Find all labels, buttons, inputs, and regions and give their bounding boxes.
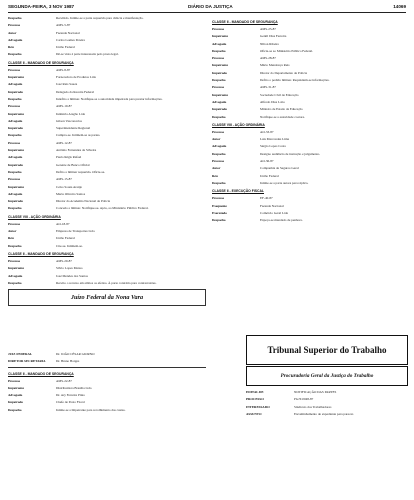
entry-key: Réu [8,236,14,241]
entry-key: Despacho [8,169,22,174]
entry-value: AMS-20-87 [56,258,72,263]
entry-key: Advogado [8,155,23,160]
entry-key: Autor [212,166,221,171]
entry-row [8,266,206,270]
entry-row [8,45,206,49]
entry-value: Gerente de Banco Oficial [56,162,90,167]
entry-row [8,206,206,210]
entry-value: AMS-15-87 [56,177,72,182]
left-column [8,16,206,310]
entry-key: Impetrado [212,107,228,112]
entry-row [212,196,408,200]
entry-key: Impetrante [212,63,228,68]
entry-row [8,163,206,167]
entry-key: Despacho [8,280,22,285]
entry-value: União Federal [56,236,75,241]
entry-key: Réu [212,173,218,178]
entry-row [8,408,206,412]
entry-row [8,400,206,404]
entry-key: Advogado [8,191,23,196]
entry-row [8,97,206,101]
entry-key: Despacho [8,52,22,57]
entry-key: Impetrante [8,148,24,153]
entry-row [212,211,408,215]
entry-value: Indefiro a liminar. Notifique-se a autoridade impetrada para prestar informações. [56,96,163,101]
entry-row [212,27,408,31]
entry-row [8,229,206,233]
left-lower-entries [8,379,206,412]
entry-key: EDITAL DE [246,390,264,394]
entry-value: EF-40-87 [260,196,273,201]
entry-row [212,174,408,178]
entry-value: PGJT-0048-87 [294,397,314,402]
entry-key: Advogado [8,118,23,123]
entry-key: Processo [8,104,21,109]
entry-value: Celso Souza Araújo [56,184,83,189]
entry-row [212,107,408,111]
entry-key: Despacho [8,16,22,20]
entry-key: Processo [8,221,21,226]
entry-row [8,31,206,35]
entry-row [8,133,206,137]
entry-row [212,49,408,53]
entry-value: Companhia de Seguros Geral [260,166,299,171]
entry-row [246,412,406,416]
entry-value: Dr. JOÃO CÉSAR GIORNO [56,352,95,356]
entry-row [8,104,206,108]
entry-value: Designo audiência de instrução e julgamento. [260,151,321,156]
entry-key: DIRETOR SECRETARIA [8,359,46,364]
left-entries-mid [8,68,206,211]
entry-key: Despacho [8,96,22,101]
entry-value: Fazenda Nacional [56,30,80,35]
entry-row [8,386,206,390]
entry-row [212,166,408,170]
entry-row [246,390,406,394]
left-entries-top [8,16,206,57]
entry-key: Impetrante [8,111,24,116]
entry-value: Silvio Lopes Manso [56,266,83,271]
entry-value: AMS-25-87 [260,27,276,31]
entry-value: Intime-se a Impetrante para recolhimento das custas. [56,407,126,412]
entry-row [8,23,206,27]
entry-key: Processo [8,140,21,145]
entry-value: Cumpra-se. Intimem-se as partes. [56,133,101,138]
entry-value: Expeça-se mandado de penhora. [260,218,303,223]
entry-value: AMS-31-87 [260,85,276,90]
entry-key: Advogado [8,393,23,398]
entry-value: União Federal [260,173,279,178]
entry-key: Advogado [212,99,227,104]
entry-value: AO-18-87 [56,221,70,226]
entry-key: Advogado [8,37,23,42]
entry-row [8,393,206,397]
header-date: SEGUNDA-FEIRA, 3 NOV 1987 [8,4,75,9]
entry-key: Despacho [212,180,226,185]
entry-key: Impetrante [8,385,24,390]
entry-value: Diretor da Academia Nacional de Polícia [56,199,111,204]
entry-value: José Reis Souza [56,82,78,87]
entry-key: Despacho [212,114,226,119]
entry-key: Réu [8,45,14,50]
entry-key: Despacho [8,407,22,412]
entry-row [8,75,206,79]
entry-row [212,93,408,97]
entry-value: Antônio Fernandes da Silveira [56,148,97,153]
entry-key: Despacho [212,78,226,83]
entry-value: Dê-se vista à parte interessada pelo prazo legal. [56,52,119,57]
entry-value: AMS-28-87 [260,56,276,61]
entry-key: PROCESSO [246,397,264,402]
entry-value: Ministro de Estado da Educação [260,107,303,112]
entry-row [8,352,206,356]
entry-row [8,68,206,72]
entry-key: Advogado [8,82,23,87]
entry-row [212,63,408,67]
entry-row [212,144,408,148]
entry-row [212,181,408,185]
entry-value: AMS-8-87 [56,67,71,72]
entry-row [8,82,206,86]
entry-key: Despacho [8,206,22,211]
entry-key: Processo [8,177,21,182]
right-entries-mid [212,130,408,185]
entry-row [212,78,408,82]
entry-value: Defiro a liminar requerida. Oficie-se. [56,169,106,174]
left-lower-section-title: CLASSE II - MANDADO DE SEGURANÇA [8,371,74,376]
entry-value: Dr. Ary Ferreira Pinto [56,393,85,398]
entry-key: Advogado [212,41,227,46]
entry-key: Autor [8,229,17,234]
entry-value: AMS-10-87 [56,104,72,109]
entry-key: Despacho [212,48,226,53]
entry-value: Indústria Aragão Ltda [56,111,85,116]
entry-key: INTERESSADO [246,404,270,409]
entry-row [8,148,206,152]
entry-value: Notifique-se a autoridade coatora. [260,114,305,119]
entry-value: Sindicato dos Trabalhadores [294,404,332,409]
entry-value: Fornecedora de Produtos Ltda [56,75,96,80]
entry-row [212,152,408,156]
entry-row [8,379,206,383]
left-section-2: CLASSE VIII - AÇÃO ORDINÁRIA [8,214,61,219]
left-lower-meta [8,352,206,364]
entry-row [8,119,206,123]
entry-key: Impetrado [8,199,24,204]
entry-key: JUIZ FEDERAL [8,352,33,356]
entry-row [8,281,206,285]
entry-key: Executado [212,210,227,215]
entry-row [212,56,408,60]
entry-row [8,359,206,363]
entry-row [8,90,206,94]
entry-value: Empresa de Transportes Ltda [56,229,95,234]
left-entries-low [8,222,206,248]
right-entries-low [212,196,408,222]
entry-row [212,71,408,75]
entry-row [8,52,206,56]
left-section-3: CLASSE II - MANDADO DE SEGURANÇA [8,251,74,256]
entry-key: Processo [212,85,225,90]
entry-key: Processo [8,258,21,263]
entry-row [8,236,206,240]
entry-row [8,38,206,42]
entry-row [8,222,206,226]
entry-key: Processo [212,27,225,31]
right-section-low: CLASSE II - EXECUÇÃO FISCAL [212,189,264,194]
entry-row [8,112,206,116]
entry-row [8,126,206,130]
entry-value: Concedo a liminar. Notifique-se. Após, ao Ministério Público Federal. [56,206,149,211]
header-publication: DIÁRIO DA JUSTIÇA [188,4,233,9]
entry-key: Processo [212,129,225,134]
entry-value: AMS-12-87 [56,140,72,145]
right-bottom-entries [246,390,406,419]
entry-key: Impetrado [8,126,24,131]
procuradoria-title-box: Procuradoria Geral da Justiça do Trabalho [246,366,408,386]
entry-value: Chefe de Posto Fiscal [56,400,85,405]
entry-value: Sérgio Lopes Costa [260,144,286,149]
entry-row [212,100,408,104]
entry-row [8,274,206,278]
entry-value: Encaminhamento de expediente para parecer. [294,411,354,416]
entry-row [212,34,408,38]
entry-row [8,177,206,181]
entry-key: Impetrante [212,92,228,97]
entry-key: Impetrante [8,184,24,189]
entry-value: Comércio Geral Ltda [260,210,289,215]
entry-value: Gentil Dias Ferreira [260,34,287,39]
entry-key: Despacho [8,243,22,248]
entry-row [212,159,408,163]
entry-value: AMS-22-87 [56,378,72,383]
entry-key: Impetrante [8,75,24,80]
entry-row [8,199,206,203]
entry-row [212,85,408,89]
divider [8,367,206,368]
entry-row [212,115,408,119]
entry-value: Oficie-se ao Ministério Público Federal. [260,48,314,53]
entry-value: Defiro o pedido liminar. Requisitem-se informações. [260,78,330,83]
entry-value: Intime-se a parte autora para réplica. [260,180,309,185]
entry-row [8,141,206,145]
entry-value: Distribuidora Brasília Ltda [56,385,92,390]
entry-key: Processo [8,67,21,72]
entry-row [8,170,206,174]
entry-key: Impetrado [8,89,24,94]
entry-value: Maria Oliveira Santos [56,191,86,196]
entry-value: AO-36-87 [260,159,274,164]
entry-value: Nilton Ribeiro [260,41,280,46]
left-lower-section [8,352,206,415]
right-entries-top [212,27,408,119]
entry-value: Recebido. Intime-se a parte requerida para ciência e manifestação. [56,16,144,20]
entry-value: AMS-5-87 [56,23,71,28]
entry-value: Carlos Gomes Pereira [56,37,85,42]
entry-value: Sociedade Civil de Educação [260,92,299,97]
entry-key: Impetrado [8,162,24,167]
entry-value: AO-33-87 [260,129,274,134]
entry-value: Dr. Bruno Borges [56,359,80,364]
entry-row [8,259,206,263]
entry-row [212,42,408,46]
entry-key: Autor [8,30,17,35]
entry-key: Impetrado [8,400,24,405]
entry-value: NOTIFICAÇÃO DAS PARTES [294,390,337,394]
entry-value: Delegado da Receita Federal [56,89,94,94]
entry-key: Advogado [212,144,227,149]
entry-value: Alfredo Dias Lobo [260,99,285,104]
entry-value: Recebo o recurso em ambos os efeitos. À parte contrária para contrarrazões. [56,280,157,285]
entry-key: Impetrante [212,34,228,39]
entry-key: Autor [212,137,221,142]
entry-value: Paulo Régis Rafael [56,155,82,160]
entry-row [8,185,206,189]
entry-value: Diretor do Departamento de Polícia [260,70,308,75]
left-section-1: CLASSE II - MANDADO DE SEGURANÇA [8,60,74,65]
header-page-number: 14069 [393,4,406,9]
right-column [212,16,408,225]
entry-row [212,130,408,134]
entry-key: Advogado [8,273,23,278]
entry-value: Fazenda Nacional [260,203,284,208]
entry-row [8,192,206,196]
entry-value: Luis Marcondes Lima [260,137,290,142]
entry-key: Exequente [212,203,227,208]
entry-row [8,16,206,20]
entry-key: Processo [8,378,21,383]
juizo-box-title: Juízo Federal da Nona Vara [8,289,206,306]
entry-key: Processo [212,196,225,201]
entry-value: José Mendes dos Santos [56,273,88,278]
entry-row [246,405,406,409]
entry-row [212,204,408,208]
entry-value: Gilson Vasconcelos [56,118,82,123]
entry-key: Impetrante [8,266,24,271]
right-section-mid: CLASSE VIII - AÇÃO ORDINÁRIA [212,122,265,127]
entry-value: União Federal [56,45,75,50]
entry-key: Processo [8,23,21,28]
header-rule [8,12,406,13]
entry-value: Mário Mendonça Reis [260,63,290,68]
right-section-top: CLASSE II - MANDADO DE SEGURANÇA [212,20,278,24]
entry-key: Despacho [8,133,22,138]
entry-value: Cite-se. Intimem-se. [56,243,83,248]
entry-key: Processo [212,159,225,164]
entry-key: Impetrado [212,70,228,75]
left-entries-low2 [8,259,206,285]
entry-row [212,137,408,141]
entry-row [212,218,408,222]
entry-key: Processo [212,56,225,61]
entry-row [246,397,406,401]
entry-row [8,155,206,159]
entry-key: Despacho [212,151,226,156]
entry-value: Superintendente Regional [56,126,91,131]
entry-row [8,244,206,248]
tribunal-title-box: Tribunal Superior do Trabalho [246,335,408,365]
entry-key: Despacho [212,218,226,223]
entry-key: ASSUNTO [246,411,262,416]
